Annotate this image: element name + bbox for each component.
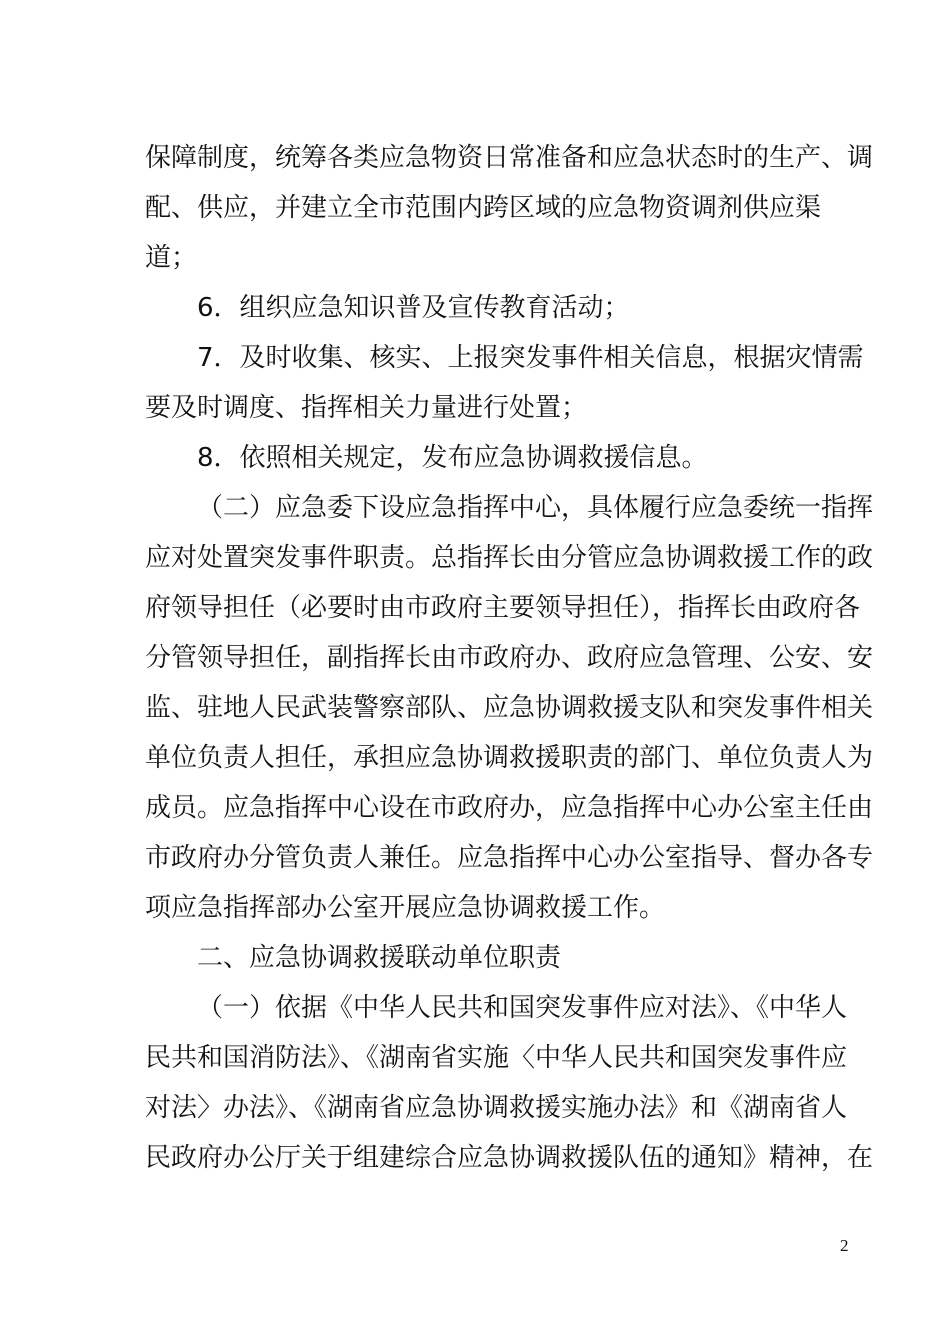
paragraph-line: 监、驻地人民武装警察部队、应急协调救援支队和突发事件相关: [145, 693, 874, 723]
paragraph-line: 府领导担任（必要时由市政府主要领导担任），指挥长由政府各: [145, 593, 861, 623]
paragraph-line: 项应急指挥部办公室开展应急协调救援工作。: [145, 893, 666, 923]
list-item-8: 8．依照相关规定，发布应急协调救援信息。: [197, 443, 708, 473]
paragraph-line: 成员。应急指挥中心设在市政府办，应急指挥中心办公室主任由: [145, 793, 874, 823]
paragraph-line: 民政府办公厅关于组建综合应急协调救援队伍的通知》精神，在: [145, 1143, 874, 1173]
paragraph-line: 分管领导担任，副指挥长由市政府办、政府应急管理、公安、安: [145, 643, 874, 673]
paragraph-line: 市政府办分管负责人兼任。应急指挥中心办公室指导、督办各专: [145, 843, 874, 873]
paragraph-line: 配、供应，并建立全市范围内跨区域的应急物资调剂供应渠: [145, 193, 822, 223]
paragraph-line: 应对处置突发事件职责。总指挥长由分管应急协调救援工作的政: [145, 543, 874, 573]
list-item-6: 6．组织应急知识普及宣传教育活动；: [197, 293, 630, 323]
list-item-7: 7．及时收集、核实、上报突发事件相关信息，根据灾情需: [197, 343, 864, 373]
section-heading-2: 二、应急协调救援联动单位职责: [197, 943, 562, 973]
section-paragraph-1: （一）依据《中华人民共和国突发事件应对法》、《中华人: [197, 993, 848, 1023]
paragraph-line: 单位负责人担任，承担应急协调救援职责的部门、单位负责人为: [145, 743, 874, 773]
section-paragraph-2: （二）应急委下设应急指挥中心，具体履行应急委统一指挥: [197, 493, 874, 523]
paragraph-line: 道；: [145, 243, 198, 273]
paragraph-line: 民共和国消防法》、《湖南省实施〈中华人民共和国突发事件应: [145, 1043, 848, 1073]
paragraph-line: 要及时调度、指挥相关力量进行处置；: [145, 393, 588, 423]
paragraph-line: 对法〉办法》、《湖南省应急协调救援实施办法》和《湖南省人: [145, 1093, 848, 1123]
paragraph-line: 保障制度，统筹各类应急物资日常准备和应急状态时的生产、调: [145, 143, 874, 173]
page-number: 2: [840, 1236, 849, 1255]
